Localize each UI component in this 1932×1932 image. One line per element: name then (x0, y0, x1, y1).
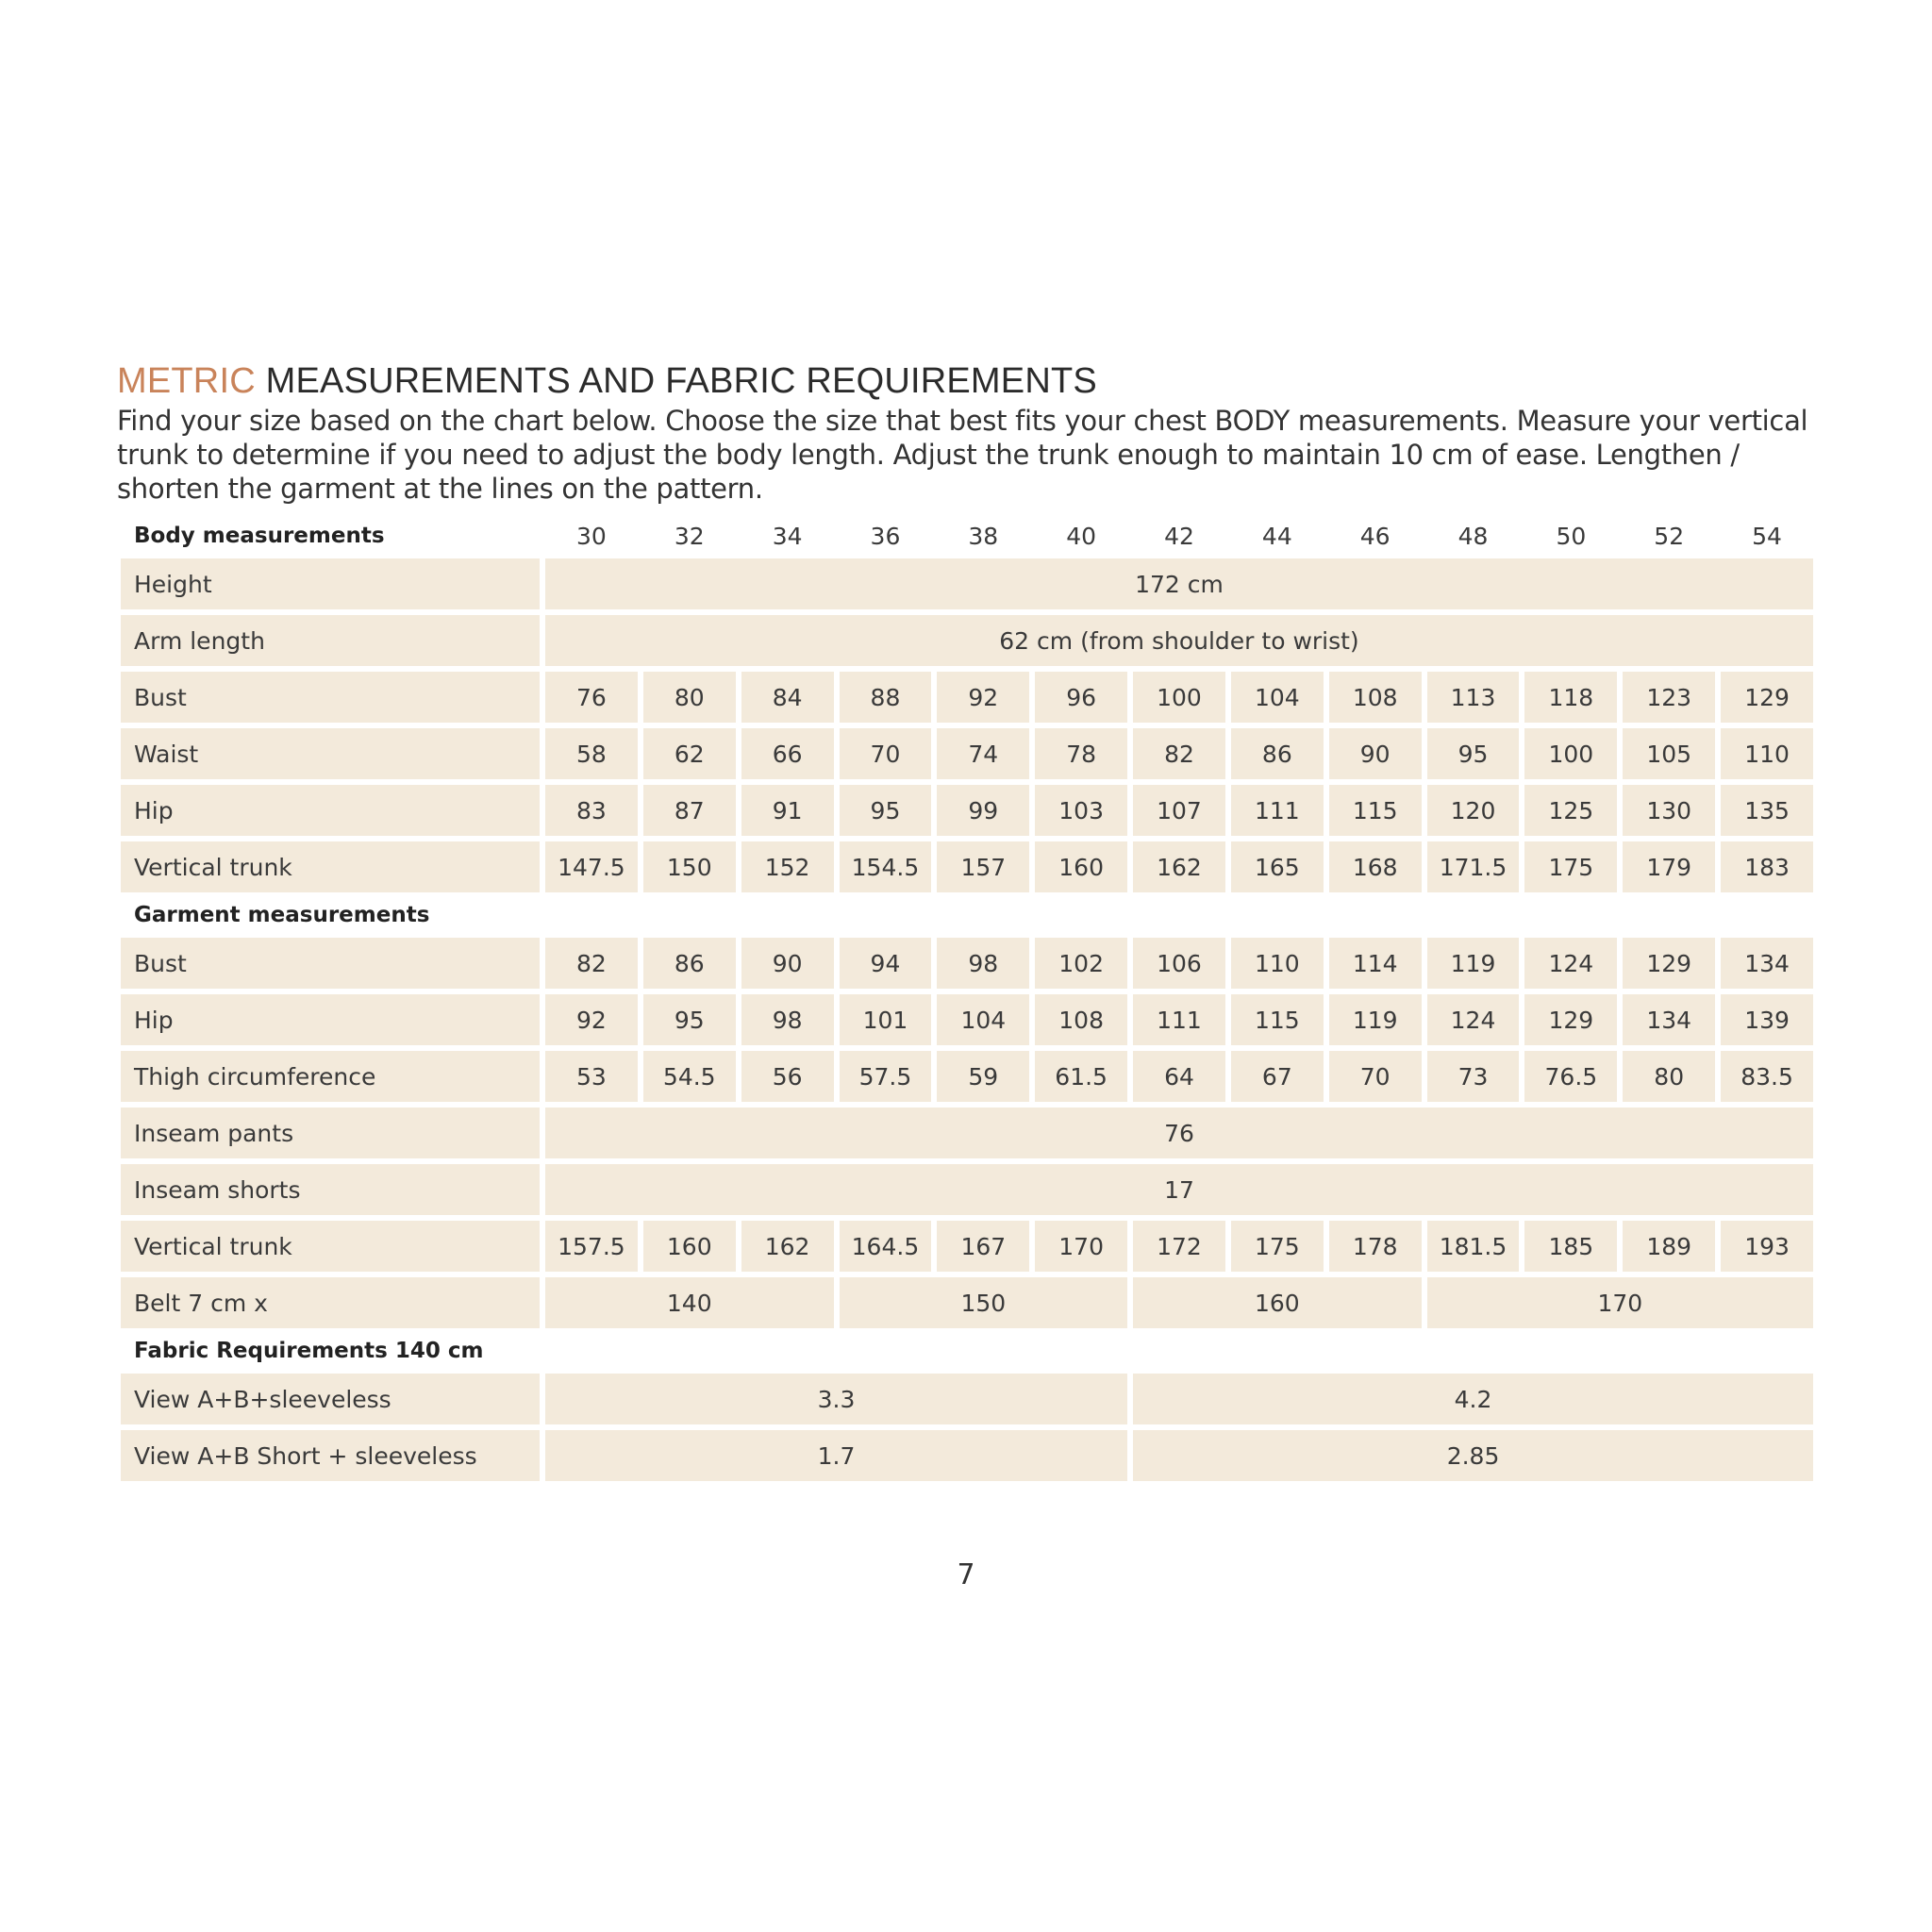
value-cell: 95 (1427, 728, 1520, 779)
fabric-requirements-heading-label: Fabric Requirements 140 cm (134, 1339, 484, 1363)
value-cell: 162 (741, 1221, 834, 1272)
value-cell: 170 (1427, 1277, 1813, 1328)
title-accent: METRIC (117, 361, 256, 401)
garment-inseam-pants-row (121, 1108, 1813, 1158)
value-cell: 124 (1524, 938, 1617, 989)
page-number: 7 (957, 1558, 975, 1591)
value-cell: 175 (1524, 841, 1617, 892)
value-cell: 76.5 (1524, 1051, 1617, 1102)
value-cell: 129 (1524, 994, 1617, 1045)
value-cell: 108 (1329, 672, 1422, 723)
value-cell: 70 (1329, 1051, 1422, 1102)
value-cell: 175 (1231, 1221, 1324, 1272)
row-label: Vertical trunk (121, 841, 540, 892)
value-cell: 87 (643, 785, 736, 836)
row-label: Belt 7 cm x (121, 1277, 540, 1328)
size-header: 44 (1261, 522, 1292, 550)
value-cell: 162 (1133, 841, 1225, 892)
value-cell: 88 (840, 672, 932, 723)
value-cell: 181.5 (1427, 1221, 1520, 1272)
value-cell: 86 (643, 938, 736, 989)
value-cell: 96 (1035, 672, 1127, 723)
value-cell: 168 (1329, 841, 1422, 892)
value-cell: 58 (545, 728, 638, 779)
value-cell: 119 (1427, 938, 1520, 989)
value-cell: 91 (741, 785, 834, 836)
garment-belt-row (121, 1277, 1813, 1328)
row-label: Waist (121, 728, 540, 779)
value-cell: 105 (1623, 728, 1715, 779)
size-header: 36 (870, 522, 901, 550)
value-cell: 54.5 (643, 1051, 736, 1102)
value-cell: 83.5 (1721, 1051, 1813, 1102)
value-cell: 56 (741, 1051, 834, 1102)
size-header: 38 (968, 522, 999, 550)
body-height-row (121, 558, 1813, 609)
row-label: Bust (121, 672, 540, 723)
value-cell: 111 (1231, 785, 1324, 836)
body-waist-row (121, 728, 1813, 779)
value-cell: 106 (1133, 938, 1225, 989)
size-chart (115, 513, 1819, 1487)
value-cell: 157.5 (545, 1221, 638, 1272)
value-cell: 118 (1524, 672, 1617, 723)
value-cell: 62 (643, 728, 736, 779)
value-cell: 193 (1721, 1221, 1813, 1272)
value-cell: 95 (643, 994, 736, 1045)
page-title (117, 360, 1817, 402)
value-cell: 130 (1623, 785, 1715, 836)
value-cell: 64 (1133, 1051, 1225, 1102)
value-cell: 110 (1721, 728, 1813, 779)
value-cell: 107 (1133, 785, 1225, 836)
value-cell: 189 (1623, 1221, 1715, 1272)
value-cell: 179 (1623, 841, 1715, 892)
value-cell: 3.3 (545, 1374, 1127, 1424)
garment-measurements-heading-label: Garment measurements (134, 903, 430, 927)
value-cell: 90 (1329, 728, 1422, 779)
fabric-requirements-heading (121, 1334, 1813, 1368)
size-header: 40 (1066, 522, 1097, 550)
value-cell: 57.5 (840, 1051, 932, 1102)
body-vertical-trunk-row (121, 841, 1813, 892)
value-cell: 70 (840, 728, 932, 779)
value-cell: 140 (545, 1277, 834, 1328)
body-arm-length-row (121, 615, 1813, 666)
row-label: Hip (121, 994, 540, 1045)
size-header: 30 (576, 522, 607, 550)
value-cell: 178 (1329, 1221, 1422, 1272)
row-label: Vertical trunk (121, 1221, 540, 1272)
value-cell: 66 (741, 728, 834, 779)
value-cell: 86 (1231, 728, 1324, 779)
value-cell: 113 (1427, 672, 1520, 723)
value-cell: 129 (1623, 938, 1715, 989)
row-value: 62 cm (from shoulder to wrist) (545, 615, 1813, 666)
value-cell: 99 (937, 785, 1029, 836)
value-cell: 92 (937, 672, 1029, 723)
size-header: 54 (1752, 522, 1782, 550)
value-cell: 125 (1524, 785, 1617, 836)
value-cell: 123 (1623, 672, 1715, 723)
value-cell: 103 (1035, 785, 1127, 836)
row-label: Hip (121, 785, 540, 836)
value-cell: 2.85 (1133, 1430, 1813, 1481)
value-cell: 1.7 (545, 1430, 1127, 1481)
value-cell: 61.5 (1035, 1051, 1127, 1102)
value-cell: 100 (1133, 672, 1225, 723)
garment-inseam-shorts-row (121, 1164, 1813, 1215)
value-cell: 152 (741, 841, 834, 892)
value-cell: 160 (1035, 841, 1127, 892)
value-cell: 94 (840, 938, 932, 989)
value-cell: 67 (1231, 1051, 1324, 1102)
value-cell: 164.5 (840, 1221, 932, 1272)
value-cell: 154.5 (840, 841, 932, 892)
fabric-view-ab-row (121, 1374, 1813, 1424)
value-cell: 73 (1427, 1051, 1520, 1102)
row-label: Bust (121, 938, 540, 989)
value-cell: 171.5 (1427, 841, 1520, 892)
value-cell: 92 (545, 994, 638, 1045)
value-cell: 104 (937, 994, 1029, 1045)
size-header: 32 (674, 522, 705, 550)
row-label: Inseam pants (121, 1108, 540, 1158)
value-cell: 82 (1133, 728, 1225, 779)
size-header: 34 (772, 522, 803, 550)
value-cell: 150 (840, 1277, 1128, 1328)
value-cell: 59 (937, 1051, 1029, 1102)
value-cell: 114 (1329, 938, 1422, 989)
value-cell: 165 (1231, 841, 1324, 892)
value-cell: 102 (1035, 938, 1127, 989)
garment-bust-row (121, 938, 1813, 989)
value-cell: 185 (1524, 1221, 1617, 1272)
value-cell: 104 (1231, 672, 1324, 723)
size-header: 52 (1654, 522, 1685, 550)
value-cell: 183 (1721, 841, 1813, 892)
value-cell: 115 (1329, 785, 1422, 836)
value-cell: 150 (643, 841, 736, 892)
value-cell: 82 (545, 938, 638, 989)
garment-vertical-trunk-row (121, 1221, 1813, 1272)
row-label: View A+B Short + sleeveless (121, 1430, 540, 1481)
value-cell: 108 (1035, 994, 1127, 1045)
row-label: Thigh circumference (121, 1051, 540, 1102)
value-cell: 95 (840, 785, 932, 836)
row-label: Arm length (121, 615, 540, 666)
value-cell: 124 (1427, 994, 1520, 1045)
value-cell: 160 (643, 1221, 736, 1272)
garment-thigh-row (121, 1051, 1813, 1102)
value-cell: 101 (840, 994, 932, 1045)
value-cell: 135 (1721, 785, 1813, 836)
value-cell: 139 (1721, 994, 1813, 1045)
value-cell: 76 (545, 672, 638, 723)
value-cell: 170 (1035, 1221, 1127, 1272)
garment-measurements-heading (121, 898, 1813, 932)
row-value: 76 (545, 1108, 1813, 1158)
value-cell: 74 (937, 728, 1029, 779)
value-cell: 134 (1623, 994, 1715, 1045)
value-cell: 129 (1721, 672, 1813, 723)
value-cell: 90 (741, 938, 834, 989)
intro-paragraph: Find your size based on the chart below. Choose the size that best fits your chest BODY measurements. Measure your vertical trunk to determine if you need to adjust the body length. Adjust the trunk enough to maintain 10 cm of ease. Lengthen / shorten the garment at the lines on the pattern. (117, 405, 1808, 505)
value-cell: 110 (1231, 938, 1324, 989)
row-label: View A+B+sleeveless (121, 1374, 540, 1424)
value-cell: 84 (741, 672, 834, 723)
body-measurements-heading: Body measurements (134, 524, 385, 548)
size-header: 50 (1556, 522, 1587, 550)
size-header: 46 (1359, 522, 1391, 550)
value-cell: 115 (1231, 994, 1324, 1045)
row-value: 17 (545, 1164, 1813, 1215)
row-label: Height (121, 558, 540, 609)
value-cell: 172 (1133, 1221, 1225, 1272)
value-cell: 167 (937, 1221, 1029, 1272)
garment-hip-row (121, 994, 1813, 1045)
body-bust-row (121, 672, 1813, 723)
value-cell: 120 (1427, 785, 1520, 836)
fabric-view-ab-short-row (121, 1430, 1813, 1481)
value-cell: 147.5 (545, 841, 638, 892)
size-header: 48 (1457, 522, 1489, 550)
size-header: 42 (1164, 522, 1194, 550)
value-cell: 53 (545, 1051, 638, 1102)
value-cell: 119 (1329, 994, 1422, 1045)
value-cell: 134 (1721, 938, 1813, 989)
row-value: 172 cm (545, 558, 1813, 609)
title-rest: MEASUREMENTS AND FABRIC REQUIREMENTS (265, 361, 1097, 401)
value-cell: 4.2 (1133, 1374, 1813, 1424)
value-cell: 80 (1623, 1051, 1715, 1102)
value-cell: 83 (545, 785, 638, 836)
value-cell: 157 (937, 841, 1029, 892)
row-label: Inseam shorts (121, 1164, 540, 1215)
measurements-page (117, 360, 1817, 1487)
value-cell: 80 (643, 672, 736, 723)
value-cell: 78 (1035, 728, 1127, 779)
value-cell: 160 (1133, 1277, 1422, 1328)
size-header-row (121, 519, 1813, 553)
value-cell: 111 (1133, 994, 1225, 1045)
value-cell: 98 (741, 994, 834, 1045)
body-hip-row (121, 785, 1813, 836)
value-cell: 100 (1524, 728, 1617, 779)
value-cell: 98 (937, 938, 1029, 989)
